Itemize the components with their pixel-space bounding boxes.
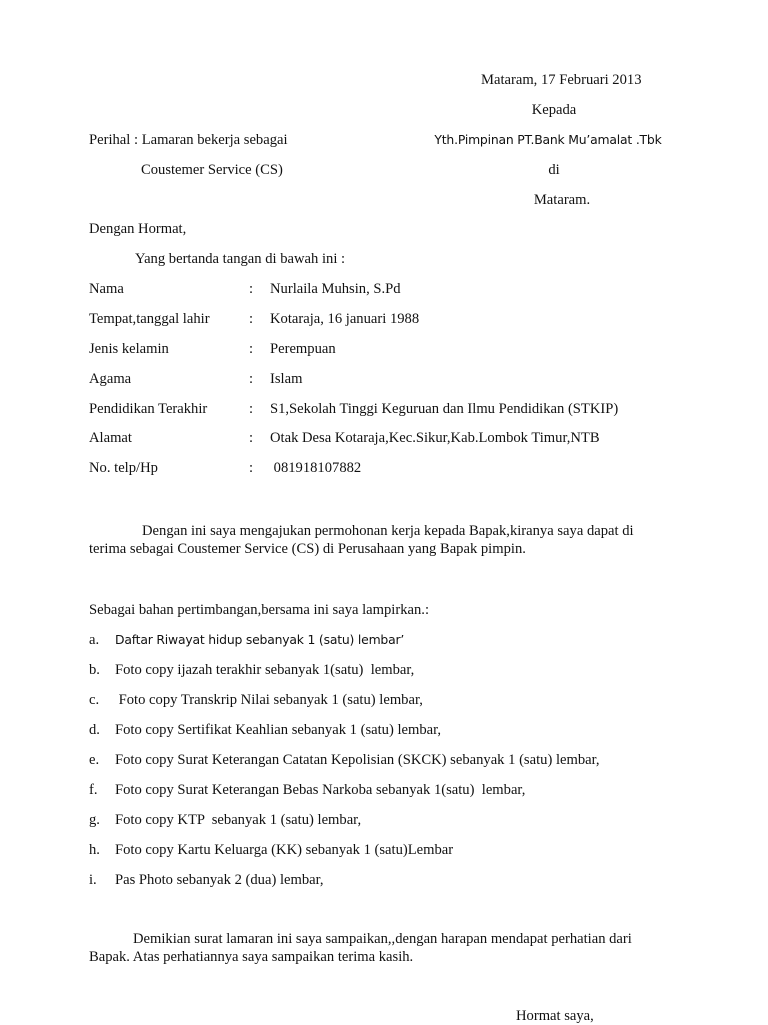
subject-line: Perihal : Lamaran bekerja sebagai — [89, 132, 288, 148]
list-item-text: Foto copy KTP sebanyak 1 (satu) lembar, — [115, 812, 362, 828]
subject-position: Coustemer Service (CS) — [141, 162, 283, 178]
list-marker: f. — [89, 782, 98, 798]
list-marker: c. — [89, 692, 100, 708]
identity-label: Pendidikan Terakhir — [89, 401, 208, 417]
list-item-text: Foto copy Transkrip Nilai sebanyak 1 (satu) lembar, — [115, 692, 423, 708]
list-marker: d. — [89, 722, 100, 738]
identity-label: Alamat — [89, 430, 132, 446]
list-item-text: Daftar Riwayat hidup sebanyak 1 (satu) lembar’ — [115, 632, 405, 647]
list-item-text: Foto copy Sertifikat Keahlian sebanyak 1 (satu) lembar, — [115, 722, 442, 738]
identity-label: Nama — [89, 281, 124, 297]
closing-paragraph: Demikian surat lamaran ini saya sampaikan,,dengan harapan mendapat perhatian dari Bapak. Atas perhatiannya saya sampaikan terima kasih. — [89, 931, 632, 965]
identity-label: Agama — [89, 371, 132, 387]
identity-value: Perempuan — [270, 341, 336, 357]
list-marker: i. — [89, 872, 97, 888]
recipient: Yth.Pimpinan PT.Bank Mu’amalat .Tbk — [434, 132, 662, 147]
addressee-kepada: Kepada — [531, 102, 577, 118]
identity-label: Tempat,tanggal lahir — [89, 311, 210, 327]
identity-separator: : — [249, 281, 254, 297]
application-paragraph: Dengan ini saya mengajukan permohonan kerja kepada Bapak,kiranya saya dapat di terima sebagai Coustemer Service (CS) di Perusahaan yang Bapak pimpin. — [89, 523, 634, 557]
identity-value: Nurlaila Muhsin, S.Pd — [270, 281, 401, 297]
intro-line: Yang bertanda tangan di bawah ini : — [135, 251, 346, 267]
list-item-text: Foto copy Surat Keterangan Catatan Kepolisian (SKCK) sebanyak 1 (satu) lembar, — [115, 752, 600, 768]
identity-value: 081918107882 — [270, 460, 362, 476]
addressee-di: di — [548, 162, 560, 178]
list-marker: a. — [89, 632, 100, 648]
identity-separator: : — [249, 401, 254, 417]
list-marker: e. — [89, 752, 100, 768]
attachments-intro: Sebagai bahan pertimbangan,bersama ini saya lampirkan.: — [89, 602, 429, 618]
identity-value: S1,Sekolah Tinggi Keguruan dan Ilmu Pendidikan (STKIP) — [270, 401, 619, 417]
list-item-text: Pas Photo sebanyak 2 (dua) lembar, — [115, 872, 324, 888]
identity-label: Jenis kelamin — [89, 341, 169, 357]
identity-separator: : — [249, 460, 254, 476]
list-item-text: Foto copy ijazah terakhir sebanyak 1(satu) lembar, — [115, 662, 415, 678]
place-date: Mataram, 17 Februari 2013 — [481, 72, 642, 88]
identity-value: Otak Desa Kotaraja,Kec.Sikur,Kab.Lombok Timur,NTB — [270, 430, 600, 446]
identity-separator: : — [249, 371, 254, 387]
identity-separator: : — [249, 341, 254, 357]
identity-label: No. telp/Hp — [89, 460, 158, 476]
list-marker: g. — [89, 812, 100, 828]
identity-value: Islam — [270, 371, 303, 387]
list-item-text: Foto copy Surat Keterangan Bebas Narkoba sebanyak 1(satu) lembar, — [115, 782, 526, 798]
greeting: Dengan Hormat, — [89, 221, 187, 237]
recipient-city: Mataram. — [533, 192, 591, 208]
list-marker: b. — [89, 662, 100, 678]
list-item-text: Foto copy Kartu Keluarga (KK) sebanyak 1 (satu)Lembar — [115, 842, 454, 858]
list-marker: h. — [89, 842, 100, 858]
signoff: Hormat saya, — [516, 1008, 594, 1024]
identity-separator: : — [249, 430, 254, 446]
identity-value: Kotaraja, 16 januari 1988 — [270, 311, 420, 327]
identity-separator: : — [249, 311, 254, 327]
